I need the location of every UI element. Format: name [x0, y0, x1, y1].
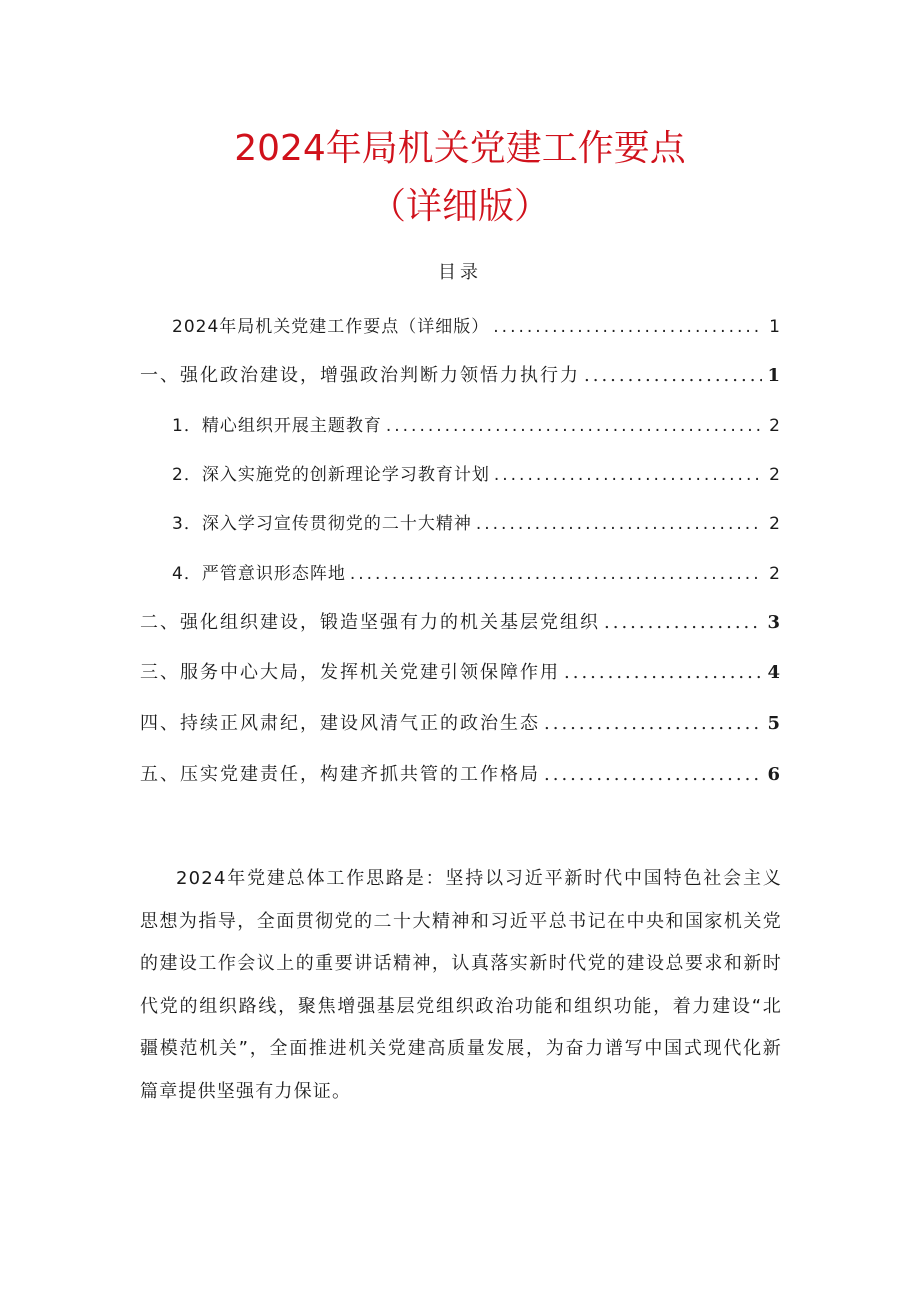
- toc-entry-section-1[interactable]: [140, 361, 780, 387]
- toc-leader-dots: [386, 416, 762, 436]
- toc-entry-subsection-2[interactable]: [172, 460, 780, 485]
- toc-entry-page: 2: [769, 514, 780, 534]
- toc-entry-page: 2: [769, 465, 780, 485]
- toc-entry-section-3[interactable]: [140, 658, 780, 684]
- toc-heading: 目录: [438, 262, 482, 283]
- toc-entry-page: 1: [767, 365, 780, 386]
- toc-entry-page: 1: [769, 317, 780, 337]
- toc-entry-subsection-4[interactable]: [172, 559, 780, 584]
- toc-entry-label: 2024年局机关党建工作要点（详细版）: [172, 317, 490, 337]
- toc-entry-subsection-1[interactable]: [172, 411, 780, 436]
- toc-entry-section-4[interactable]: [140, 709, 780, 735]
- toc-entry-label: 三、服务中心大局，发挥机关党建引领保障作用: [140, 662, 560, 683]
- toc-entry-label: 1．精心组织开展主题教育: [172, 416, 382, 436]
- toc-leader-dots: [584, 365, 762, 386]
- toc-entry-label: 2．深入实施党的创新理论学习教育计划: [172, 465, 490, 485]
- toc-leader-dots: [544, 713, 762, 734]
- toc-entry-label: 一、强化政治建设，增强政治判断力领悟力执行力: [140, 365, 580, 386]
- toc-entry-page: 2: [769, 416, 780, 436]
- toc-entry-label: 五、压实党建责任，构建齐抓共管的工作格局: [140, 764, 540, 785]
- toc-leader-dots: [604, 612, 762, 633]
- toc-entry-section-5[interactable]: [140, 760, 780, 786]
- toc-entry-page: 6: [767, 764, 780, 785]
- toc-leader-dots: [493, 317, 762, 337]
- toc-entry-document[interactable]: [172, 312, 780, 337]
- toc-entry-page: 5: [767, 713, 780, 734]
- toc-entry-label: 二、强化组织建设，锻造坚强有力的机关基层党组织: [140, 612, 600, 633]
- body-paragraph: 2024年党建总体工作思路是：坚持以习近平新时代中国特色社会主义思想为指导，全面贯彻党的二十大精神和习近平总书记在中央和国家机关党的建设工作会议上的重要讲话精神，认真落实新时代党的建设总要求和新时代党的组织路线，聚焦增强基层党组织政治功能和组织功能，着力建设“北疆模范机关”，全面推进机关党建高质量发展，为奋力谱写中国式现代化新篇章提供坚强有力保证。: [140, 868, 782, 1102]
- toc-entry-page: 2: [769, 564, 780, 584]
- toc-entry-label: 四、持续正风肃纪，建设风清气正的政治生态: [140, 713, 540, 734]
- toc-entry-subsection-3[interactable]: [172, 509, 780, 534]
- toc-entry-label: 3．深入学习宣传贯彻党的二十大精神: [172, 514, 472, 534]
- document-title: 2024年局机关党建工作要点: [234, 128, 686, 169]
- toc-leader-dots: [564, 662, 762, 683]
- toc-leader-dots: [494, 465, 762, 485]
- toc-entry-section-2[interactable]: [140, 608, 780, 634]
- document-subtitle: （详细版）: [369, 186, 550, 227]
- toc-leader-dots: [350, 564, 762, 584]
- toc-entry-label: 4．严管意识形态阵地: [172, 564, 346, 584]
- toc-entry-page: 4: [767, 662, 780, 683]
- toc-leader-dots: [544, 764, 762, 785]
- toc-entry-page: 3: [767, 612, 780, 633]
- toc-leader-dots: [476, 514, 762, 534]
